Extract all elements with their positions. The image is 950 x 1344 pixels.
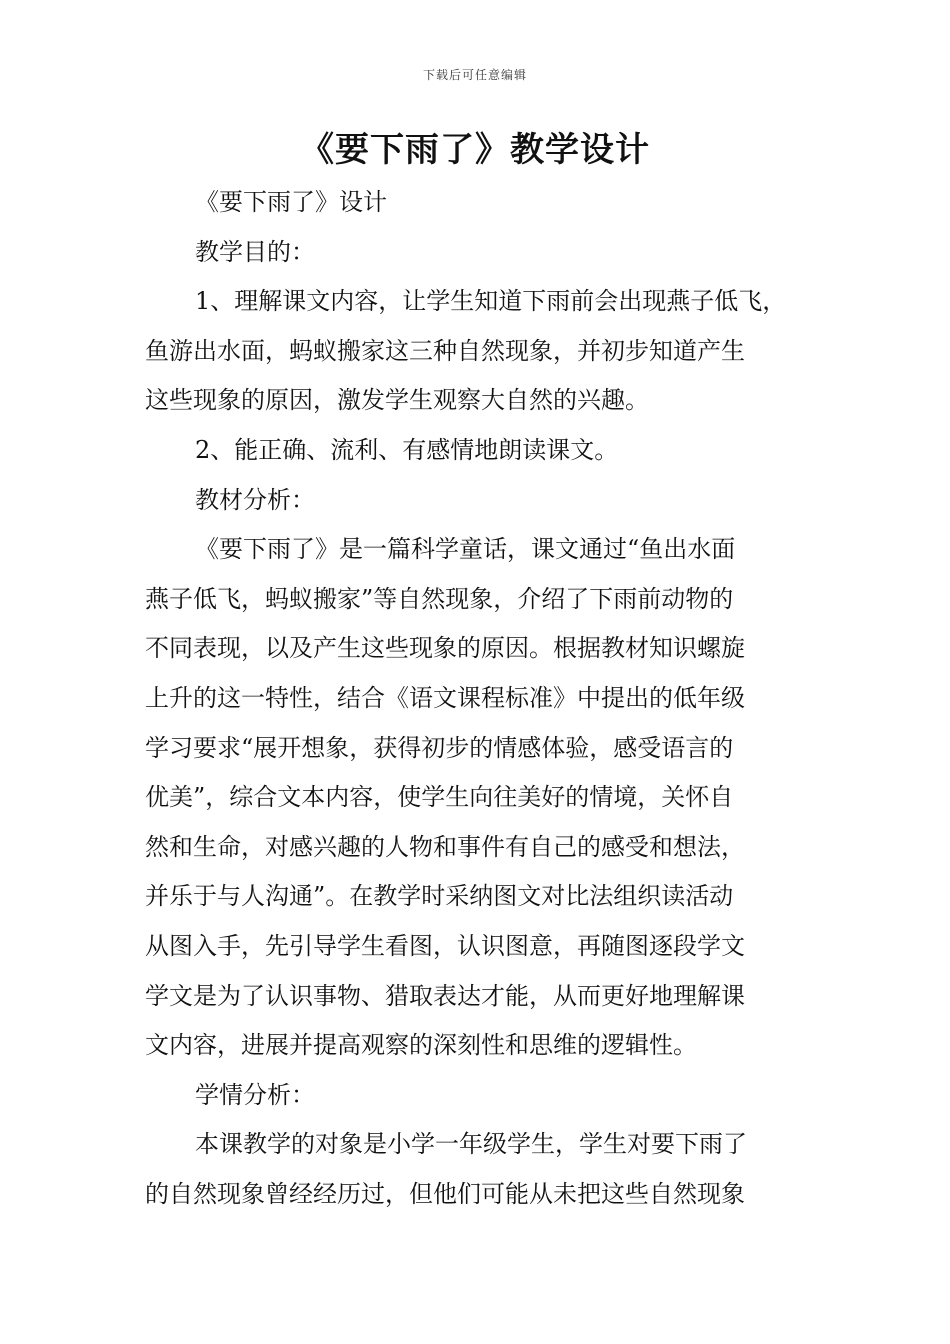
body-line: 学习要求“展开想象，获得初步的情感体验，感受语言的: [145, 733, 734, 762]
body-line: 鱼游出水面，蚂蚁搬家这三种自然现象，并初步知道产生: [145, 336, 745, 365]
section-heading: 学情分析：: [195, 1080, 315, 1109]
body-line: 不同表现，以及产生这些现象的原因。根据教材知识螺旋: [145, 634, 745, 663]
document-title: 《要下雨了》教学设计: [300, 130, 650, 170]
section-heading: 教材分析：: [195, 485, 315, 514]
section-heading: 教学目的：: [195, 237, 315, 266]
page-header-note: 下载后可任意编辑: [422, 68, 527, 82]
document-body: [145, 178, 825, 1219]
body-line: 文内容，进展并提高观察的深刻性和思维的逻辑性。: [145, 1031, 697, 1060]
body-line: 并乐于与人沟通”。在教学时采纳图文对比法组织读活动: [145, 882, 734, 911]
body-line: 本课教学的对象是小学一年级学生，学生对要下雨了: [195, 1130, 747, 1159]
body-line: 这些现象的原因，激发学生观察大自然的兴趣。: [145, 386, 649, 415]
body-line: 学文是为了认识事物、猎取表达才能，从而更好地理解课: [145, 981, 745, 1010]
body-line: 优美”，综合文本内容，使学生向往美好的情境，关怀自: [145, 783, 734, 812]
body-line: 上升的这一特性，结合《语文课程标准》中提出的低年级: [145, 683, 745, 712]
body-line: 《要下雨了》是一篇科学童话，课文通过“鱼出水面: [195, 535, 736, 564]
body-line: 的自然现象曾经经历过，但他们可能从未把这些自然现象: [145, 1179, 745, 1208]
body-line: 1、理解课文内容，让学生知道下雨前会出现燕子低飞，: [195, 287, 787, 316]
body-line: 然和生命，对感兴趣的人物和事件有自己的感受和想法，: [145, 832, 745, 861]
body-line: 燕子低飞，蚂蚁搬家”等自然现象，介绍了下雨前动物的: [145, 584, 734, 613]
body-line: 从图入手，先引导学生看图，认识图意，再随图逐段学文: [145, 931, 745, 960]
body-line: 《要下雨了》设计: [195, 188, 387, 216]
body-line: 2、能正确、流利、有感情地朗读课文。: [195, 435, 619, 464]
